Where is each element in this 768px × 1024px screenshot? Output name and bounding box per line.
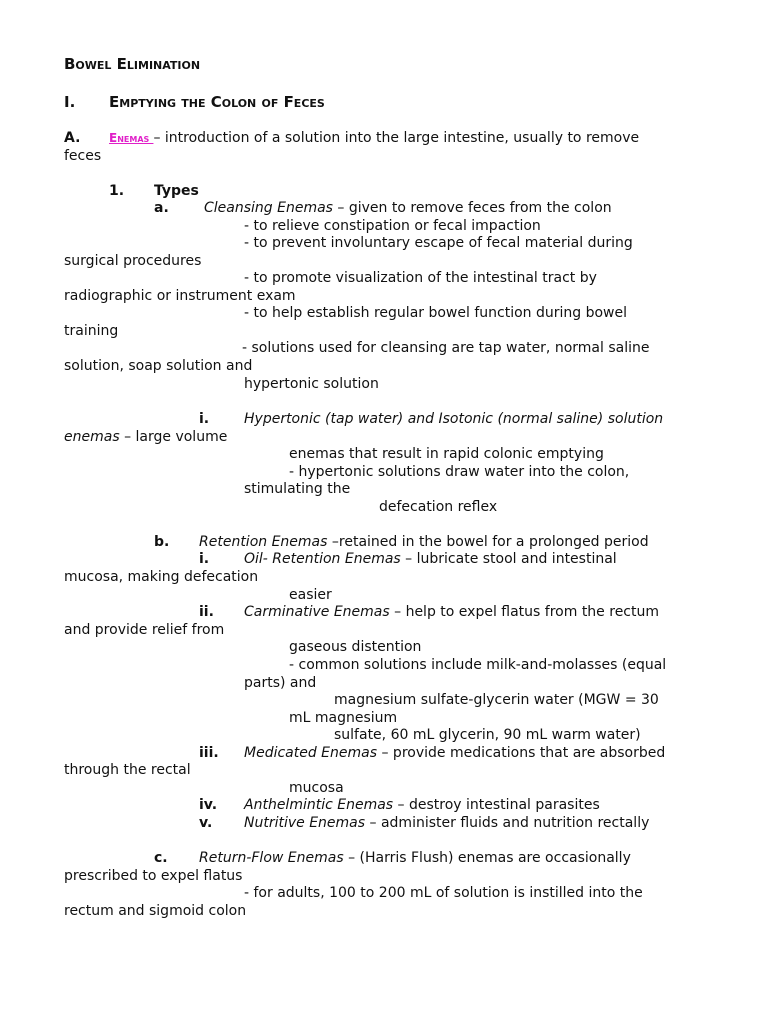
return-flow-line	[199, 850, 631, 867]
hypertonic-line5: stimulating the	[244, 481, 351, 497]
return-flow-line3: - for adults, 100 to 200 mL of solution is instilled into the	[244, 885, 643, 901]
subitem-a-label: a.	[154, 200, 169, 216]
cleansing-point-4: - to help establish regular bowel function during bowel	[244, 305, 627, 321]
oil-retention-term: Oil- Retention Enemas	[244, 551, 401, 567]
cleansing-point-3: - to promote visualization of the intestinal tract by	[244, 270, 597, 286]
section-number: I.	[64, 93, 76, 111]
return-flow-line4: rectum and sigmoid colon	[64, 903, 247, 919]
retention-enemas-line	[199, 534, 649, 551]
medicated-line	[244, 745, 665, 762]
carminative-line8: sulfate, 60 mL glycerin, 90 mL warm water)	[334, 727, 641, 743]
enemas-link[interactable]: Enemas	[109, 131, 154, 145]
subitem-b-v-label: v.	[199, 815, 213, 831]
retention-enemas-term: Retention Enemas	[199, 534, 328, 550]
medicated-desc: – provide medications that are absorbed	[377, 745, 666, 761]
hypertonic-line4: - hypertonic solutions draw water into the colon,	[289, 464, 630, 480]
carminative-line2: and provide relief from	[64, 622, 225, 638]
carminative-line5: parts) and	[244, 675, 317, 691]
enemas-definition: introduction of a solution into the large intestine, usually to remove	[164, 130, 640, 146]
cleansing-point-2-cont: surgical procedures	[64, 253, 202, 269]
document-title: Bowel Elimination	[64, 55, 201, 73]
large-volume-text: – large volume	[119, 429, 228, 445]
nutritive-line	[244, 815, 649, 832]
anthelmintic-line	[244, 797, 600, 814]
cleansing-enemas-line	[204, 200, 612, 217]
subitem-b-ii-label: ii.	[199, 604, 214, 620]
carminative-line3: gaseous distention	[289, 639, 422, 655]
carminative-line6: magnesium sulfate-glycerin water (MGW = 30	[334, 692, 659, 708]
return-flow-desc: – (Harris Flush) enemas are occasionally	[343, 850, 631, 866]
cleansing-enemas-desc: – given to remove feces from the colon	[332, 200, 612, 216]
carminative-term: Carminative Enemas	[244, 604, 390, 620]
subitem-a-i-label: i.	[199, 411, 210, 427]
cleansing-point-5-cont: solution, soap solution and	[64, 358, 253, 374]
carminative-line4: - common solutions include milk-and-molasses (equal	[289, 657, 667, 673]
cleansing-enemas-term: Cleansing Enemas	[204, 200, 333, 216]
item-a-label: A.	[64, 130, 81, 146]
return-flow-term: Return-Flow Enemas	[199, 850, 344, 866]
hypertonic-isotonic-line2	[64, 429, 227, 446]
enemas-definition-cont: feces	[64, 148, 102, 164]
cleansing-point-5: - solutions used for cleansing are tap water, normal saline	[242, 340, 650, 356]
enemas-dash: –	[153, 130, 165, 146]
hypertonic-isotonic-term: Hypertonic (tap water) and Isotonic (normal saline) solution	[244, 411, 664, 427]
enemas-definition-line	[109, 130, 639, 147]
hypertonic-line3: enemas that result in rapid colonic emptying	[289, 446, 604, 462]
medicated-line3: mucosa	[289, 780, 344, 796]
return-flow-line2: prescribed to expel flatus	[64, 868, 243, 884]
subitem-c-label: c.	[154, 850, 168, 866]
oil-retention-line2: mucosa, making defecation	[64, 569, 259, 585]
oil-retention-line3: easier	[289, 587, 332, 603]
retention-enemas-desc: –retained in the bowel for a prolonged period	[327, 534, 649, 550]
medicated-line2: through the rectal	[64, 762, 191, 778]
subitem-b-iv-label: iv.	[199, 797, 218, 813]
cleansing-point-1: - to relieve constipation or fecal impaction	[244, 218, 541, 234]
subitem-b-iii-label: iii.	[199, 745, 219, 761]
nutritive-desc: – administer fluids and nutrition rectally	[365, 815, 650, 831]
types-heading: Types	[154, 183, 199, 199]
types-number: 1.	[109, 183, 125, 199]
cleansing-point-5-cont2: hypertonic solution	[244, 376, 379, 392]
nutritive-term: Nutritive Enemas	[244, 815, 366, 831]
medicated-term: Medicated Enemas	[244, 745, 378, 761]
oil-retention-desc: – lubricate stool and intestinal	[400, 551, 617, 567]
anthelmintic-desc: – destroy intestinal parasites	[393, 797, 600, 813]
carminative-line	[244, 604, 659, 621]
subitem-b-label: b.	[154, 534, 170, 550]
enemas-term: enemas	[64, 429, 120, 445]
carminative-desc: – help to expel flatus from the rectum	[389, 604, 660, 620]
carminative-line7: mL magnesium	[289, 710, 398, 726]
cleansing-point-2: - to prevent involuntary escape of fecal material during	[244, 235, 633, 251]
hypertonic-line6: defecation reflex	[379, 499, 498, 515]
oil-retention-line	[244, 551, 617, 568]
cleansing-point-4-cont: training	[64, 323, 119, 339]
cleansing-point-3-cont: radiographic or instrument exam	[64, 288, 296, 304]
subitem-b-i-label: i.	[199, 551, 210, 567]
anthelmintic-term: Anthelmintic Enemas	[244, 797, 394, 813]
section-title: Emptying the Colon of Feces	[109, 93, 325, 111]
